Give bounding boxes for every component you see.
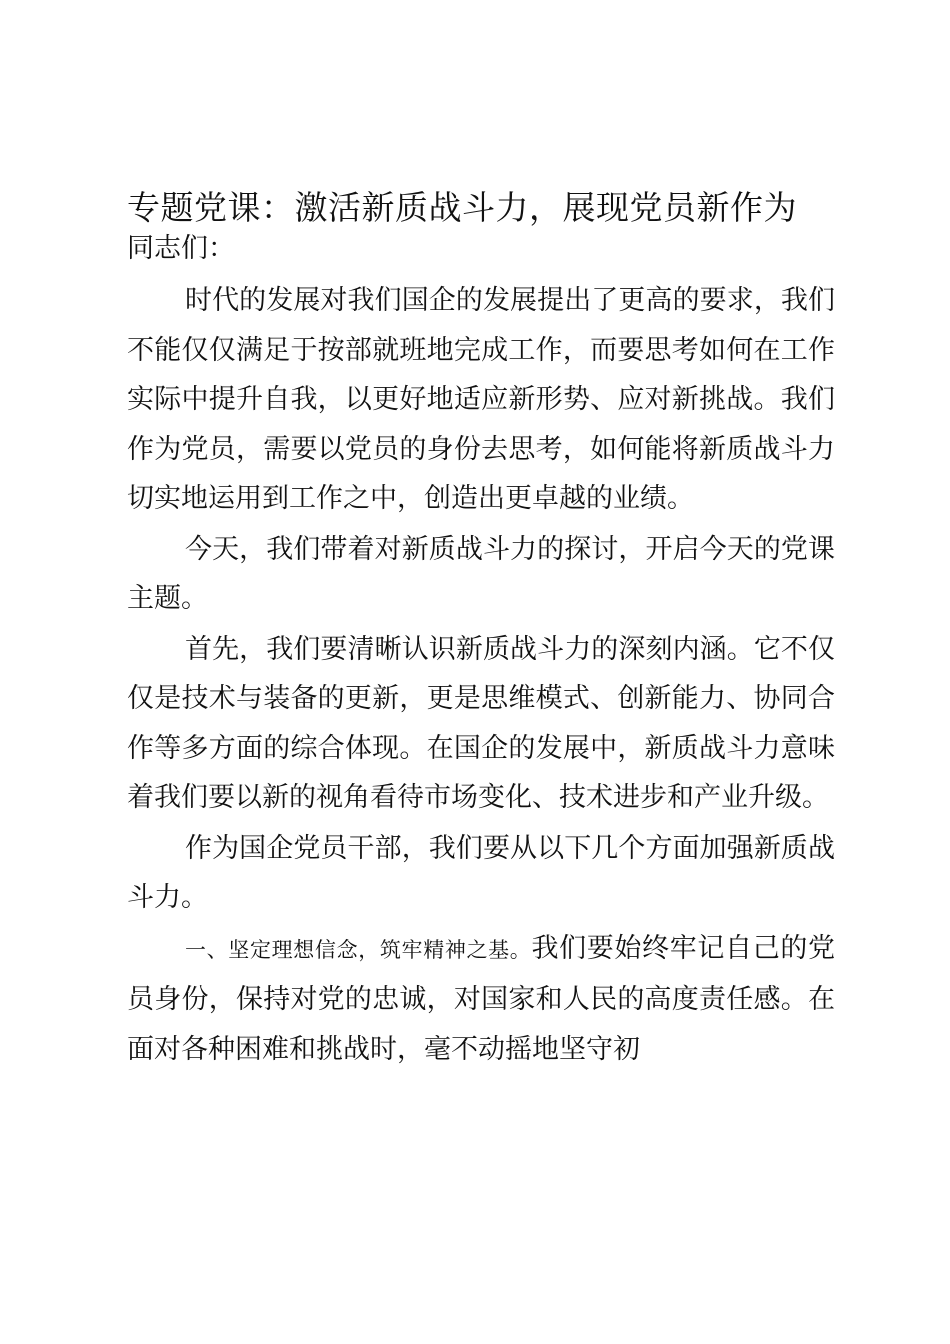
paragraph-connotation: 首先，我们要清晰认识新质战斗力的深刻内涵。它不仅仅是技术与装备的更新，更是思维模式、创新能力、协同合作等多方面的综合体现。在国企的发展中，新质战斗力意味着我们要以新的视角看待市场变化、技术进步和产业升级。 [127, 633, 835, 813]
salutation: 同志们： [127, 233, 235, 264]
paragraph-aspects: 作为国企党员干部，我们要从以下几个方面加强新质战斗力。 [127, 832, 835, 913]
section-one-heading: 一、坚定理想信念，筑牢精神之基。 [185, 937, 532, 962]
section-one-body: 我们要始终牢记自己的党员身份，保持对党的忠诚，对国家和人民的高度责任感。在面对各种困难和挑战时，毫不动摇地坚守初 [127, 932, 836, 1065]
paragraph-intro: 时代的发展对我们国企的发展提出了更高的要求，我们不能仅仅满足于按部就班地完成工作，而要思考如何在工作实际中提升自我，以更好地适应新形势、应对新挑战。我们作为党员，需要以党员的身份去思考，如何能将新质战斗力切实地运用到工作之中，创造出更卓越的业绩。 [127, 285, 835, 514]
document-body [127, 186, 835, 1075]
paragraph-topic: 今天，我们带着对新质战斗力的探讨，开启今天的党课主题。 [127, 533, 835, 614]
paragraph-section-one [127, 924, 835, 1075]
document-title: 专题党课：激活新质战斗力，展现党员新作为 [127, 188, 797, 227]
